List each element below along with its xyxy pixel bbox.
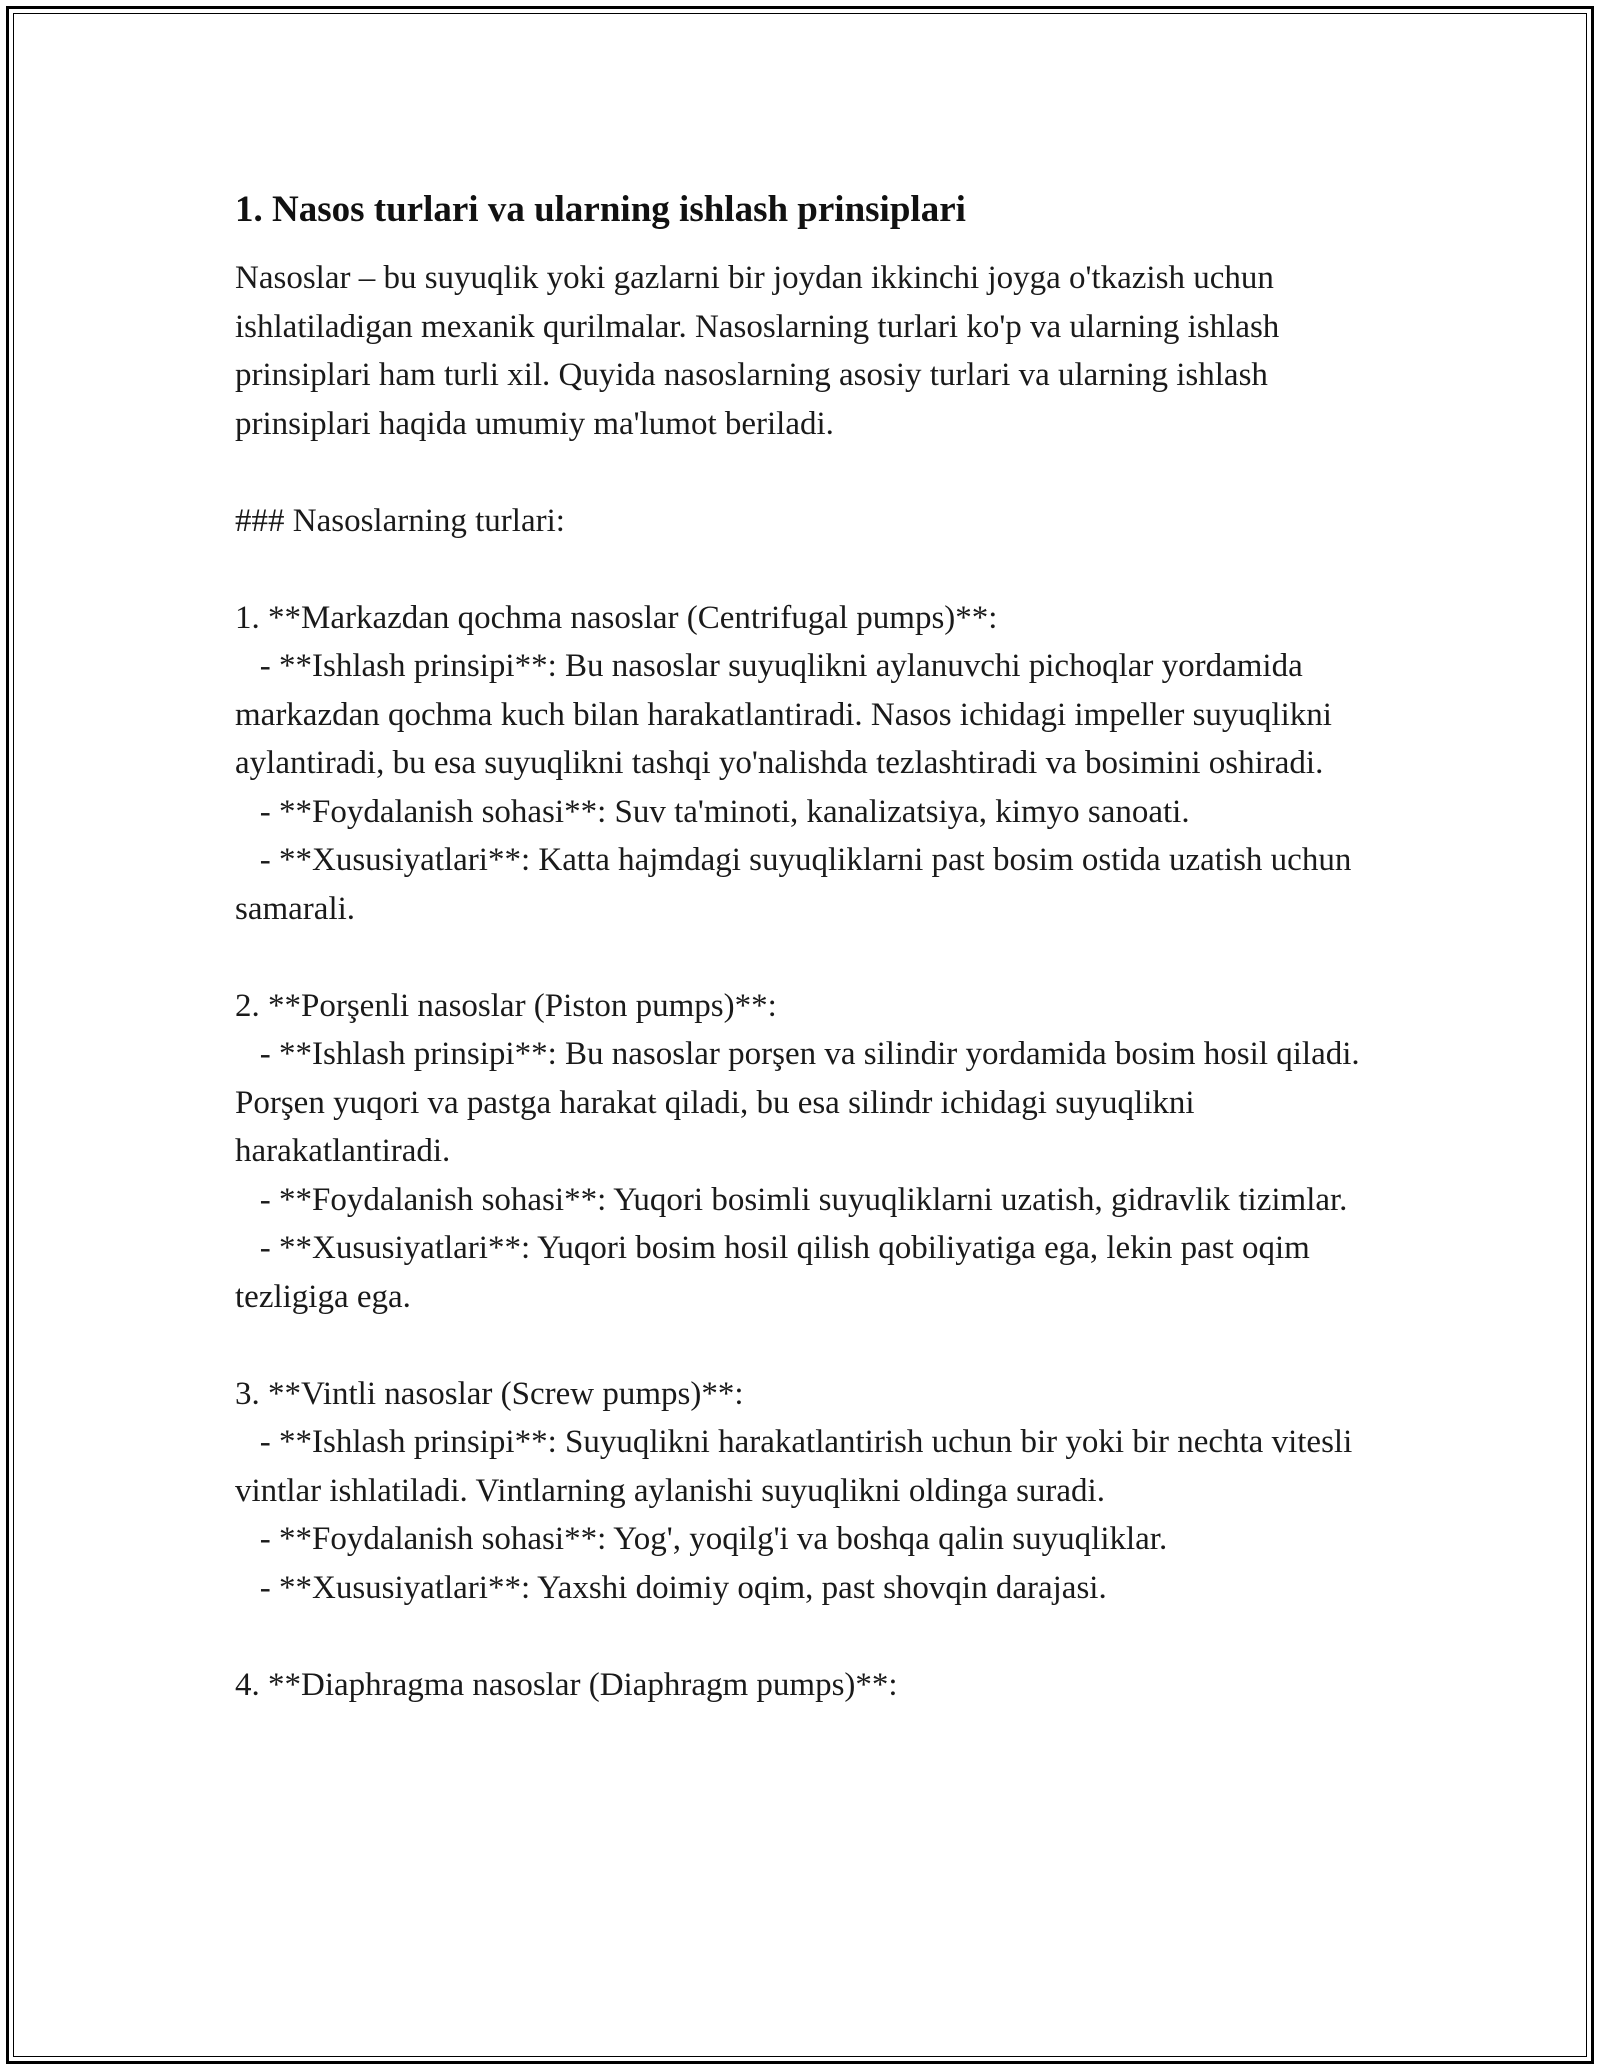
document-heading: 1. Nasos turlari va ularning ishlash prinsiplari	[235, 189, 966, 230]
section-screw	[235, 1370, 1365, 1613]
section-usage: - **Foydalanish sohasi**: Suv ta'minoti, kanalizatsiya, kimyo sanoati.	[235, 793, 1190, 830]
subheading-line: ### Nasoslarning turlari:	[235, 502, 565, 539]
spacer	[235, 933, 1365, 982]
spacer	[235, 1612, 1365, 1661]
section-features: - **Xususiyatlari**: Katta hajmdagi suyuqliklarni past bosim ostida uzatish uchun samarali.	[235, 842, 1360, 927]
spacer	[235, 448, 1365, 497]
section-usage: - **Foydalanish sohasi**: Yog', yoqilg'i va boshqa qalin suyuqliklar.	[235, 1521, 1168, 1557]
section-principle: - **Ishlash prinsipi**: Bu nasoslar suyuqlikni aylanuvchi pichoqlar yordamida markazdan qochma kuch bilan harakatlantiradi. Nasos ichidagi impeller suyuqlikni aylantiradi, bu esa suyuqlikni tashqi yo'nalishda tezlashtiradi va bosimini oshiradi.	[235, 648, 1341, 781]
spacer	[235, 545, 1365, 594]
section-piston	[235, 982, 1368, 1322]
section-centrifugal	[235, 594, 1365, 934]
document-body	[235, 186, 1368, 1709]
section-principle: - **Ishlash prinsipi**: Suyuqlikni harakatlantirish uchun bir yoki bir nechta vitesli vintlar ishlatiladi. Vintlarning aylanishi suyuqlikni oldinga suradi.	[235, 1424, 1361, 1509]
intro-paragraph: Nasoslar – bu suyuqlik yoki gazlarni bir joydan ikkinchi joyga o'tkazish uchun ishlatiladigan mexanik qurilmalar. Nasoslarning turlari ko'p va ularning ishlash prinsiplari ham turli xil. Quyida nasoslarning asosiy turlari va ularning ishlash prinsiplari haqida umumiy ma'lumot beriladi.	[235, 260, 1288, 442]
section-diaphragm-title: 4. **Diaphragma nasoslar (Diaphragm pumps)**:	[235, 1666, 898, 1703]
section-title: 2. **Porşenli nasoslar (Piston pumps)**:	[235, 987, 777, 1024]
section-features: - **Xususiyatlari**: Yaxshi doimiy oqim, past shovqin darajasi.	[235, 1569, 1107, 1606]
section-title: 3. **Vintli nasoslar (Screw pumps)**:	[235, 1375, 744, 1412]
section-usage: - **Foydalanish sohasi**: Yuqori bosimli suyuqliklarni uzatish, gidravlik tizimlar.	[235, 1181, 1348, 1218]
spacer	[235, 1321, 1365, 1370]
section-title: 1. **Markazdan qochma nasoslar (Centrifugal pumps)**:	[235, 599, 998, 636]
section-principle: - **Ishlash prinsipi**: Bu nasoslar porşen va silindir yordamida bosim hosil qiladi. Porşen yuqori va pastga harakat qiladi, bu esa silindr ichidagi suyuqlikni harakatlantiradi.	[235, 1036, 1368, 1169]
section-features: - **Xususiyatlari**: Yuqori bosim hosil qilish qobiliyatiga ega, lekin past oqim tezligiga ega.	[235, 1230, 1319, 1315]
